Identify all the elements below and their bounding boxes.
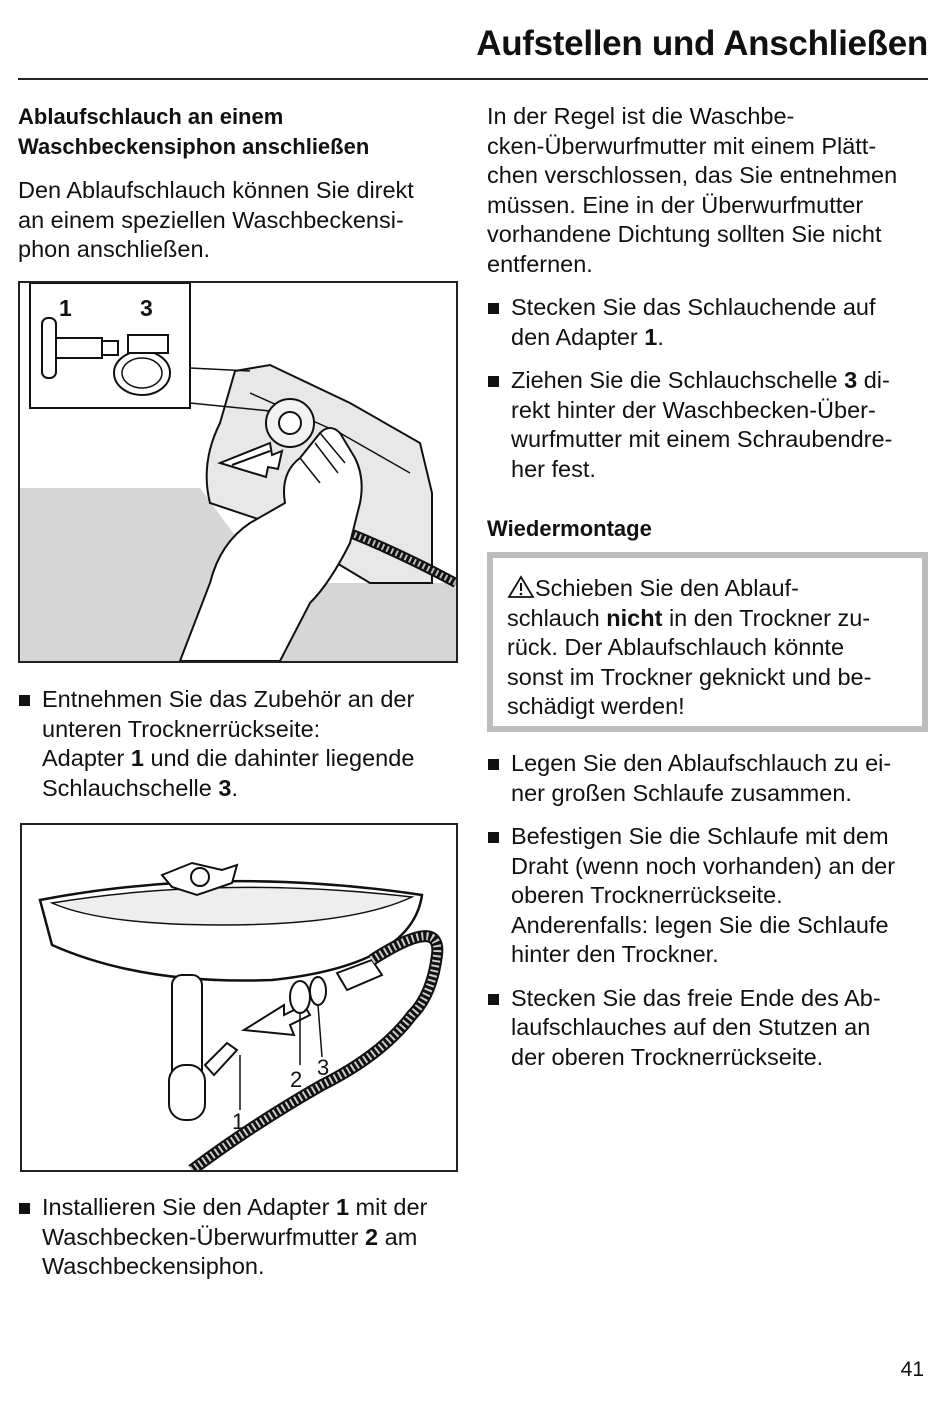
text-line: Den Ablaufschlauch können Sie direkt [18,177,414,203]
text-line: Schieben Sie den Ablauf- [507,574,907,604]
figure-label-3: 3 [140,295,153,321]
text-line: Ziehen Sie die Schlauchschelle 3 di- [511,367,890,393]
instruction-bullet [487,822,928,970]
right-column [487,102,928,544]
figure-label-2: 2 [290,1067,303,1092]
text-line: Waschbeckensiphon. [42,1253,265,1279]
intro-paragraph [487,102,928,279]
intro-paragraph [18,176,458,265]
text-line: wurfmutter mit einem Schraubendre- [511,426,893,452]
text-line: laufschlauches auf den Stutzen an [511,1014,871,1040]
text-line: Schlauchschelle 3. [42,774,238,801]
text-line: hinter den Trockner. [511,941,719,967]
text-line: Draht (wenn noch vorhanden) an der [511,852,896,879]
text-line: sonst im Trockner geknickt und be- [507,663,872,690]
warning-triangle-icon [507,575,535,599]
figure-hose-attachment [18,281,458,663]
warning-text [507,574,907,722]
figure-sink-siphon [20,823,458,1172]
left-column [18,102,458,265]
text-line: schädigt werden! [507,693,685,719]
text-line: phon anschließen. [18,236,211,262]
text-line: Befestigen Sie die Schlaufe mit dem [511,823,889,849]
text-line: her fest. [511,455,596,482]
text-line: Legen Sie den Ablaufschlauch zu ei- [511,750,892,776]
text-line: oberen Trocknerrückseite. [511,882,783,908]
subheading-wiedermontage: Wiedermontage [487,516,652,541]
text-line: Entnehmen Sie das Zubehör an der [42,686,415,712]
text-line: entfernen. [487,250,593,277]
instruction-bullet [487,749,928,808]
text-line: unteren Trocknerrückseite: [42,715,321,742]
text-line: In der Regel ist die Waschbe- [487,103,795,129]
text-line: Waschbecken-Überwurfmutter 2 am [42,1223,418,1250]
instruction-bullet [487,366,928,484]
text-line: müssen. Eine in der Überwurfmutter [487,191,864,218]
instruction-bullet [487,984,928,1073]
text-line: der oberen Trocknerrückseite. [511,1043,824,1070]
instruction-bullet [18,685,482,803]
page-title: Aufstellen und Anschließen [476,24,928,63]
text-line: chen verschlossen, das Sie entnehmen [487,162,898,188]
text-line: Stecken Sie das freie Ende des Ab- [511,984,881,1011]
page-header [18,24,928,80]
warning-box [487,552,928,732]
figure-label-1: 1 [59,295,72,321]
figure-label-3: 3 [317,1055,330,1080]
heading-line: Ablaufschlauch an einem [18,104,284,129]
text-line: cken-Überwurfmutter mit einem Plätt- [487,132,877,159]
section-heading [18,102,458,162]
instruction-bullet [18,1193,482,1282]
text-line: vorhandene Dichtung sollten Sie nicht [487,221,882,247]
heading-line: Waschbeckensiphon anschließen [18,134,370,159]
text-line: Anderenfalls: legen Sie die Schlaufe [511,911,889,938]
text-line: rekt hinter der Waschbecken-Über- [511,396,876,423]
text-line: Adapter 1 und die dahinter liegende [42,745,415,771]
text-line: an einem speziellen Waschbeckensi- [18,206,404,233]
page-number: 41 [900,1358,924,1381]
right-bullets [487,749,928,1072]
text-line: Installieren Sie den Adapter 1 mit der [42,1194,428,1220]
text-line: schlauch nicht in den Trockner zu- [507,604,871,631]
instruction-bullet [487,293,928,352]
text-line: ner großen Schlaufe zusammen. [511,779,852,806]
text-line: den Adapter 1. [511,323,664,350]
text-line: rück. Der Ablaufschlauch könnte [507,634,845,660]
hose-attachment-illustration [20,283,456,661]
text-line: Stecken Sie das Schlauchende auf [511,294,876,320]
figure-label-1: 1 [232,1109,245,1134]
